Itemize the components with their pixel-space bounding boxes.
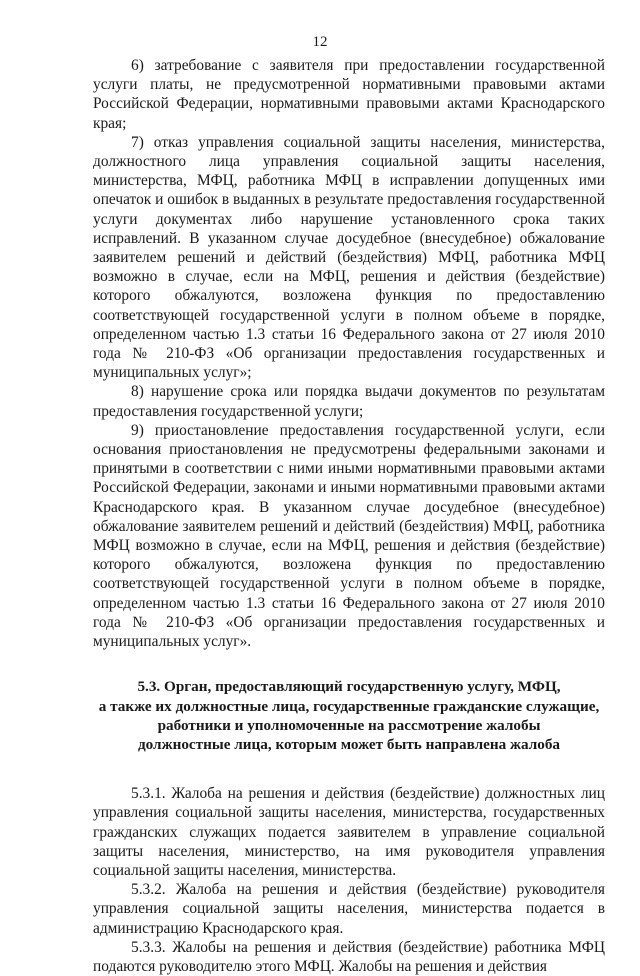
list-item-9: 9) приостановление предоставления государственной услуги, если основания приостановления не предусмотрены федеральными законами и принятыми в соответствии с ними иными нормативными правовыми актами Российской Федерации, законами и иными нормативными правовыми актами Краснодарского края. В указанном случае досудебное (внесудебное) обжалование заявителем решений и действий (бездействия) МФЦ, работника МФЦ возможно в случае, если на МФЦ, решения и действия (бездействие) которого обжалуются, возложена функция по предоставлению соответствующей государственной услуги в полном объеме в порядке, определенном частью 1.3 статьи 16 Федерального закона от 27 июля 2010 года № 210-ФЗ «Об организации предоставления государственных и муниципальных услуг». — [93, 421, 605, 651]
paragraph-5-3-1: 5.3.1. Жалоба на решения и действия (бездействие) должностных лиц управления социальной защиты населения, министерства, государственных гражданских служащих подается заявителем в управление социальной защиты населения, министерство, на имя руководителя управления социальной защиты населения, министерства. — [93, 785, 605, 879]
list-item-8: 8) нарушение срока или порядка выдачи документов по результатам предоставления государственной услуги; — [93, 383, 605, 420]
document-body — [93, 56, 605, 976]
paragraph-5-3-2: 5.3.2. Жалоба на решения и действия (бездействие) руководителя управления социальной защиты населения, министерства подается в администрацию Краснодарского края. — [93, 881, 605, 937]
list-item-7: 7) отказ управления социальной защиты населения, министерства, должностного лица управления социальной защиты населения, министерства, МФЦ, работника МФЦ в исправлении допущенных ими опечаток и ошибок в выданных в результате предоставления государственной услуги документах либо нарушение установленного срока таких исправлений. В указанном случае досудебное (внесудебное) обжалование заявителем решений и действий (бездействия) МФЦ, работника МФЦ возможно в случае, если на МФЦ, решения и действия (бездействие) которого обжалуются, возложена функция по предоставлению соответствующей государственной услуги в полном объеме в порядке, определенном частью 1.3 статьи 16 Федерального закона от 27 июля 2010 года № 210-ФЗ «Об организации предоставления государственных и муниципальных услуг»; — [93, 133, 605, 382]
heading-line: работники и уполномоченные на рассмотрение жалобы — [157, 716, 541, 734]
paragraph-5-3-3: 5.3.3. Жалобы на решения и действия (бездействие) работника МФЦ подаются руководителю этого МФЦ. Жалобы на решения и действия — [93, 938, 605, 975]
list-item-6: 6) затребование с заявителя при предоставлении государственной услуги платы, не предусмотренной нормативными правовыми актами Российской Федерации, нормативными правовыми актами Краснодарского края; — [93, 57, 605, 132]
section-heading-5-3 — [93, 677, 605, 754]
heading-line: 5.3. Орган, предоставляющий государственную услугу, МФЦ, — [137, 678, 561, 696]
heading-line: а также их должностные лица, государственные гражданские служащие, — [98, 697, 600, 715]
heading-line: должностные лица, которым может быть направлена жалоба — [137, 735, 561, 753]
page-number: 12 — [312, 34, 328, 50]
